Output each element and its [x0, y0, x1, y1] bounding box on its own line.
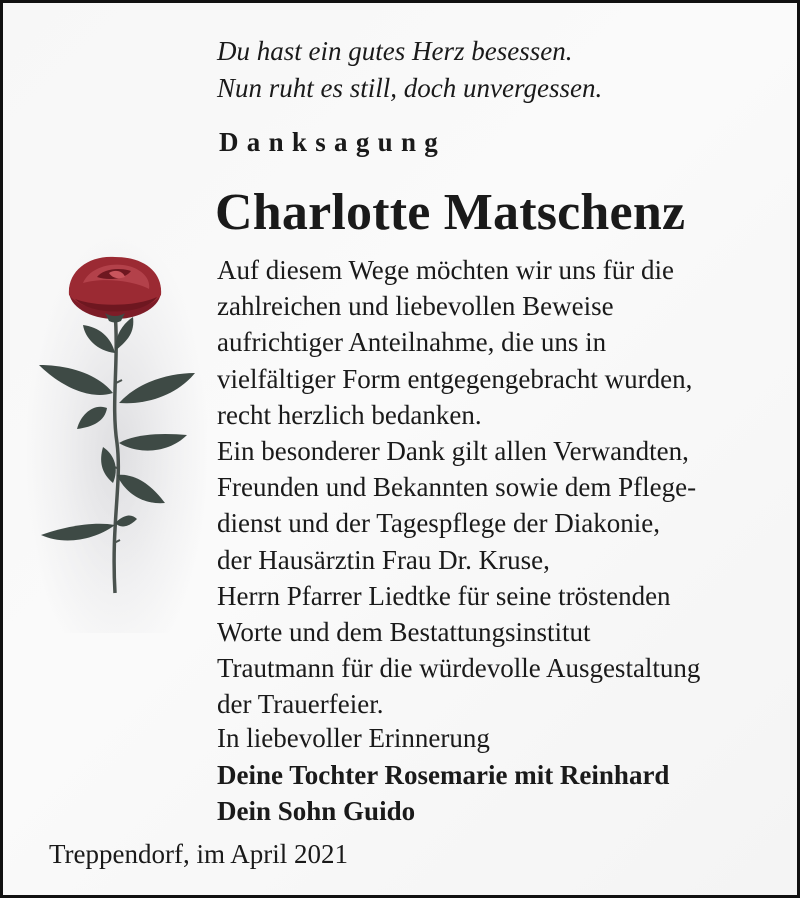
closing-intro: In liebevoller Erinnerung [217, 723, 490, 753]
text-line: Herrn Pfarrer Liedtke für seine tröstenden [217, 580, 671, 611]
thanks-text [217, 252, 700, 723]
text-line: Freunden und Bekannten sowie dem Pflege- [217, 472, 697, 503]
text-line: der Hausärztin Frau Dr. Kruse, [217, 544, 550, 575]
red-rose-icon [27, 233, 207, 633]
text-line: Trautmann für die würdevolle Ausgestaltung [217, 653, 701, 684]
text-line: dienst und der Tagespflege der Diakonie, [217, 508, 660, 539]
closing-block [217, 720, 669, 830]
signature-line: Deine Tochter Rosemarie mit Reinhard [217, 759, 670, 790]
text-line: der Trauerfeier. [217, 689, 384, 720]
rose-image [27, 233, 207, 633]
text-line: recht herzlich bedanken. [217, 399, 482, 430]
place-date: Treppendorf, im April 2021 [49, 839, 348, 869]
signature-line: Dein Sohn Guido [217, 796, 416, 826]
text-line: zahlreichen und liebevollen Beweise [217, 291, 614, 322]
deceased-name: Charlotte Matschenz [215, 184, 686, 241]
motto-verse [217, 33, 602, 107]
text-line: vielfältiger Form entgegengebracht wurden, [217, 363, 693, 394]
heading-danksagung: Danksagung [219, 127, 447, 157]
text-line: aufrichtiger Anteilnahme, die uns in [217, 327, 607, 358]
text-line: Worte und dem Bestattungsinstitut [217, 617, 591, 648]
text-line: Ein besonderer Dank gilt allen Verwandten, [217, 436, 689, 467]
motto-line: Nun ruht es still, doch unvergessen. [217, 73, 603, 103]
motto-line: Du hast ein gutes Herz besessen. [217, 36, 573, 66]
text-line: Auf diesem Wege möchten wir uns für die [217, 255, 674, 285]
